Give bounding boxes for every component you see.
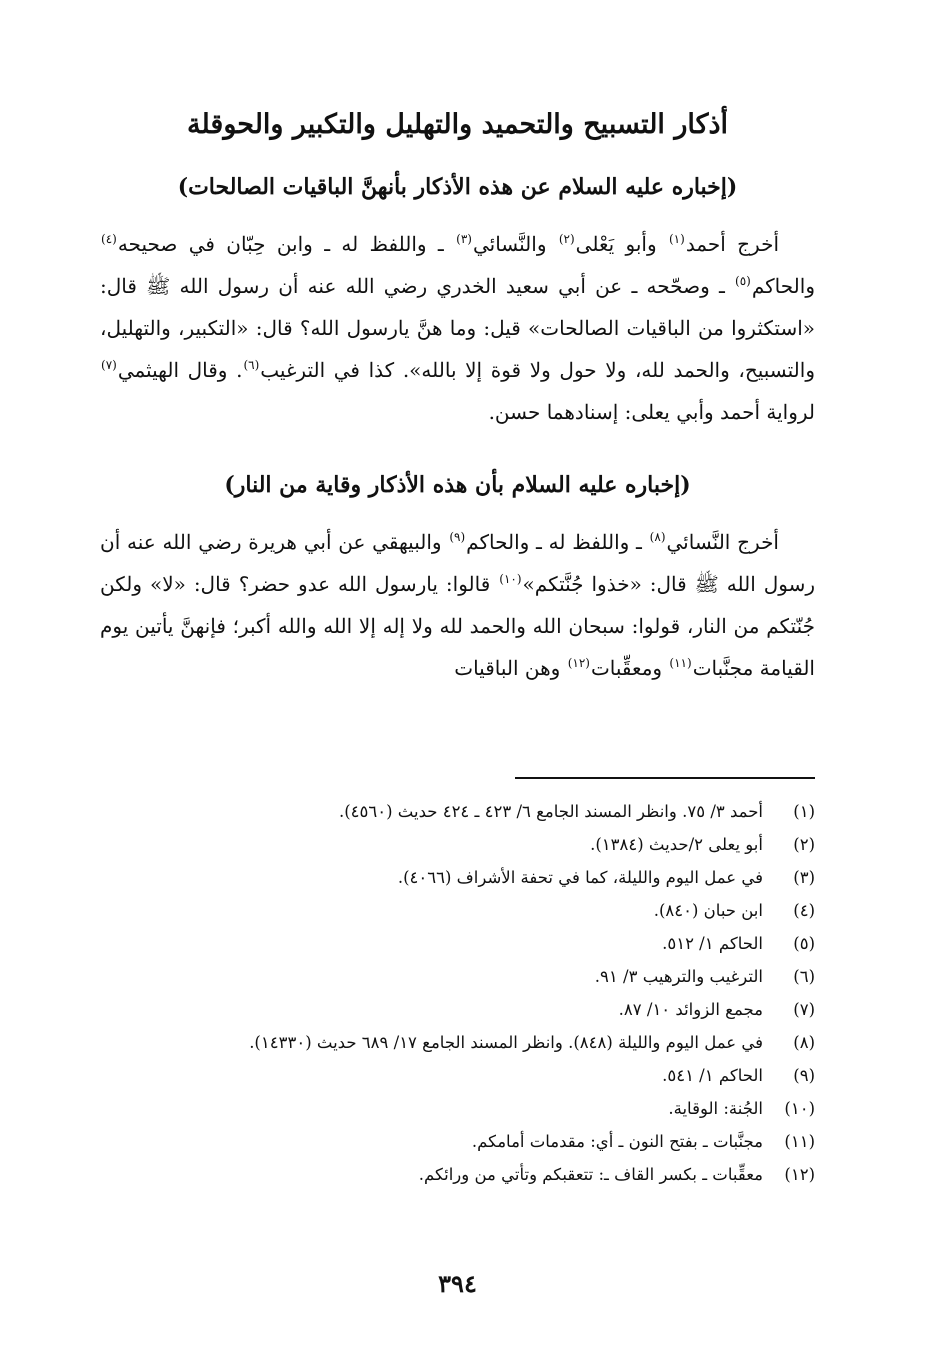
footnote [100,861,815,894]
section-gap [100,433,815,453]
book-page [100,95,815,1325]
paragraph-text: ـ واللفظ له ـ وابن حِبّان في صحيحه [117,232,456,256]
footnote-number: (٢) [793,835,815,854]
paragraph-text: لرواية أحمد وأبي يعلى: إسنادهما حسن. [488,400,815,424]
footnote-number: (١٢) [784,1165,815,1184]
footnote [100,993,815,1026]
footnote-ref: (١٢) [567,656,590,671]
footnote-text: الجُنة: الوقاية. [668,1099,763,1118]
footnote-ref: (٣) [456,232,472,247]
paragraph-text: ـ واللفظ له ـ والحاكم [466,530,649,554]
section-heading-remaining-good-deeds: (إخباره عليه السلام عن هذه الأذكار بأنهنَّ الباقيات الصالحات) [177,174,738,200]
footnote [100,1158,815,1191]
footnote-ref: (١٠) [499,572,522,587]
footnote-text: الحاكم ١/ ٥٤١. [662,1066,763,1085]
paragraph-text: وهن الباقيات [454,656,567,680]
section-paragraph-protection-from-fire [100,521,815,689]
footnote-number: (١١) [784,1132,815,1151]
footnote-ref: (٤) [101,232,117,247]
footnote-number: (٨) [793,1033,815,1052]
paragraph-text: والنَّسائي [472,232,558,256]
footnote [100,1092,815,1125]
footnotes-list [100,795,815,1191]
footnote-ref: (١) [668,232,685,247]
footnote-text: في عمل اليوم والليلة، كما في تحفة الأشراف (٤٠٦٦). [397,868,763,887]
footnote-text: أحمد ٣/ ٧٥. وانظر المسند الجامع ٦/ ٤٢٣ ـ ٤٢٤ حديث (٤٥٦٠). [338,802,763,821]
footnote-text: ابن حبان (٨٤٠). [653,901,763,920]
footnote [100,828,815,861]
footnote [100,960,815,993]
footnote [100,1059,815,1092]
footnote-number: (١) [793,802,815,821]
footnote-number: (٤) [793,901,815,920]
paragraph-text: ومعقِّبات [590,656,669,680]
footnote-text: الحاكم ١/ ٥١٢. [662,934,763,953]
footnote-ref: (٨) [649,530,666,545]
footnote-number: (٥) [793,934,815,953]
paragraph-text: أخرج النَّسائي [666,530,779,554]
footnote-ref: (٧) [101,358,117,373]
paragraph-text: والحاكم [751,274,815,298]
paragraph-text: ـ وصحّحه ـ عن أبي سعيد الخدري رضي الله عنه أن رسول الله ﷺ قال: «استكثروا من الباقيات الصالحات» قيل: وما هنَّ يارسول الله؟ قال: «التكبير، والتهليل، والتسبيح، والحمد لله، ولا حول ولا قوة إلا بالله». كذا في الترغيب [100,274,815,382]
footnote-ref: (٥) [735,274,751,289]
footnote-ref: (٩) [449,530,466,545]
section-heading-protection-from-fire: (إخباره عليه السلام بأن هذه الأذكار وقاية من النار) [224,472,691,498]
paragraph-text: أخرج أحمد [685,232,780,256]
footnote-text: مجنَّبات ـ بفتح النون ـ أي: مقدمات أمامكم. [471,1132,763,1151]
footnote [100,1026,815,1059]
footnote-number: (٩) [793,1066,815,1085]
footnote-ref: (٦) [243,358,260,373]
footnote-text: الترغيب والترهيب ٣/ ٩١. [594,967,763,986]
paragraph-text: قالوا: يارسول الله عدو حضر؟ قال: «لا» ولكن جُنّتكم من النار، قولوا: سبحان الله والحمد لله ولا إله إلا الله والله أكبر؛ فإنهنَّ يأتين يوم القيامة مجنَّبات [100,572,815,680]
page-title: أذكار التسبيح والتحميد والتهليل والتكبير والحوقلة [187,109,728,140]
paragraph-text: وأبو يَعْلى [575,232,668,256]
paragraph-text: . وقال الهيثمي [117,358,243,382]
page-number: ٣٩٤ [438,1269,477,1298]
footnote [100,1125,815,1158]
footnote-text: معقِّبات ـ بكسر القاف ـ: تتعقبكم وتأتي من ورائكم. [418,1165,763,1184]
paragraph-text: والبيهقي عن أبي هريرة رضي الله عنه أن رسول الله ﷺ قال: «خذوا جُنَّتكم» [100,530,815,596]
footnote-text: أبو يعلى ٢/حديث (١٣٨٤). [590,835,763,854]
section-paragraph-remaining-good-deeds [100,223,815,433]
footnote-ref: (١١) [669,656,692,671]
footnote-separator [515,777,815,779]
footnote-number: (٧) [793,1000,815,1019]
footnote [100,894,815,927]
footnote [100,927,815,960]
footnote-ref: (٢) [558,232,575,247]
footnote-number: (٣) [793,868,815,887]
footnote-text: في عمل اليوم والليلة (٨٤٨). وانظر المسند الجامع ١٧/ ٦٨٩ حديث (١٤٣٣٠). [249,1033,763,1052]
footnote-number: (١٠) [784,1099,815,1118]
footnote-number: (٦) [793,967,815,986]
footnote [100,795,815,828]
footnote-text: مجمع الزوائد ١٠/ ٨٧. [618,1000,763,1019]
